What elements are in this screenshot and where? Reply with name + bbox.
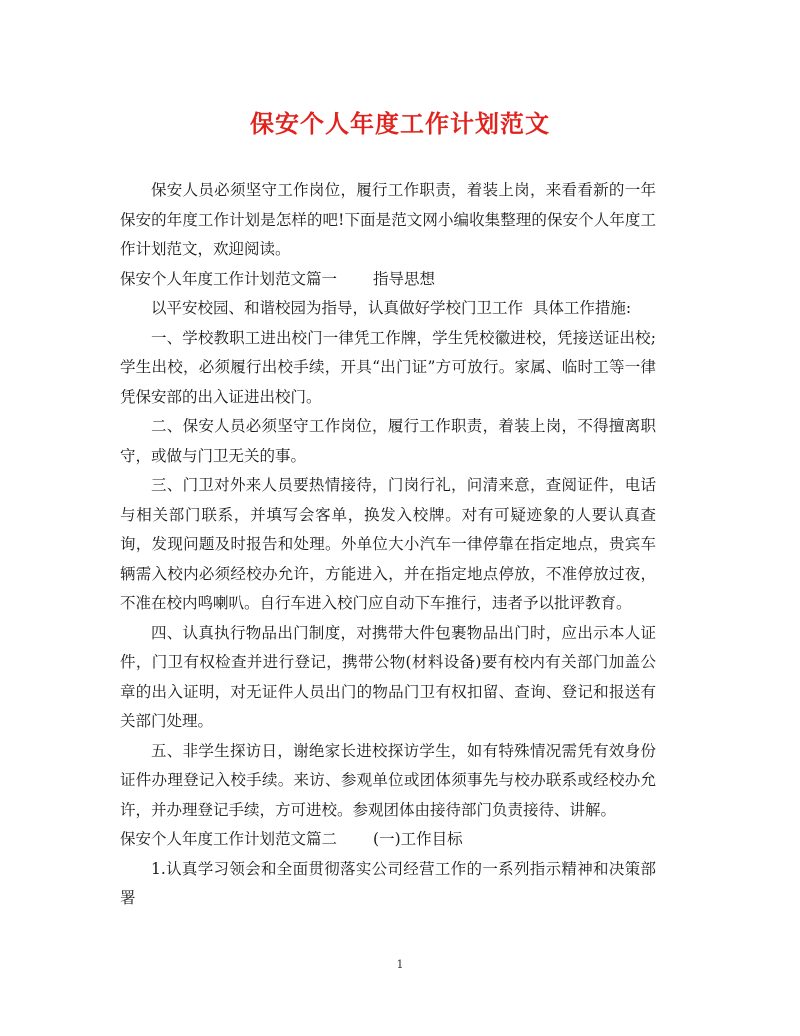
paragraph: 以平安校园、和谐校园为指导，认真做好学校门卫工作 具体工作措施: <box>151 299 632 317</box>
paragraph: 五、非学生探访日，谢绝家长进校探访学生，如有特殊情况需凭有效身份证件办理登记入校手续。来访、参观单位或团体须事先与校办联系或经校办允许，并办理登记手续，方可进校。参观团体由接待部门负责接待、讲解。 <box>120 741 656 819</box>
section-heading-1 <box>120 265 656 295</box>
section-heading-2 <box>120 825 656 855</box>
document-body <box>120 176 656 914</box>
intro-paragraph: 保安人员必须坚守工作岗位，履行工作职责，着装上岗，来看看新的一年保安的年度工作计划是怎样的吧!下面是范文网小编收集整理的保安个人年度工作计划范文，欢迎阅读。 <box>120 181 656 258</box>
section-heading-2-subtitle: (一)工作目标 <box>373 830 463 848</box>
section-heading-1-subtitle: 指导思想 <box>373 269 436 288</box>
document-title: 保安个人年度工作计划范文 <box>250 109 550 138</box>
paragraph: 1.认真学习领会和全面贯彻落实公司经营工作的一系列指示精神和决策部署 <box>120 859 656 907</box>
section-heading-2-title: 保安个人年度工作计划范文篇二 <box>120 830 338 848</box>
page-number: 1 <box>396 958 404 971</box>
section-heading-1-title: 保安个人年度工作计划范文篇一 <box>120 269 338 288</box>
paragraph: 二、保安人员必须坚守工作岗位，履行工作职责，着装上岗，不得擅离职守，或做与门卫无关的事。 <box>120 417 656 465</box>
paragraph: 一、学校教职工进出校门一律凭工作牌，学生凭校徽进校，凭接送证出校;学生出校，必须履行出校手续，开具“出门证”方可放行。家属、临时工等一律凭保安部的出入证进出校门。 <box>120 328 656 406</box>
paragraph: 三、门卫对外来人员要热情接待，门岗行礼，问清来意，查阅证件，电话与相关部门联系，并填写会客单，换发入校牌。对有可疑迹象的人要认真查询，发现问题及时报告和处理。外单位大小汽车一律停靠在指定地点，贵宾车辆需入校内必须经校办允许，方能进入，并在指定地点停放，不准停放过夜，不准在校内鸣喇叭。自行车进入校门应自动下车推行，违者予以批评教育。 <box>120 476 656 612</box>
paragraph: 四、认真执行物品出门制度，对携带大件包裹物品出门时，应出示本人证件，门卫有权检查并进行登记，携带公物(材料设备)要有校内有关部门加盖公章的出入证明，对无证件人员出门的物品门卫有权扣留、查询、登记和报送有关部门处理。 <box>120 623 656 730</box>
